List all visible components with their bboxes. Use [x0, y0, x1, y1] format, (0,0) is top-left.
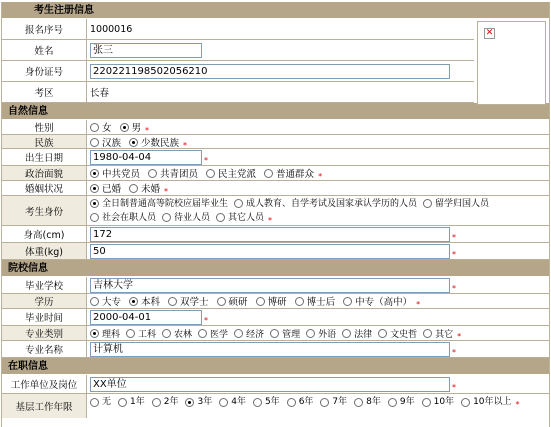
radio-icon — [90, 297, 99, 306]
years-option-10[interactable]: 10年 — [422, 396, 454, 408]
major-option-science[interactable]: 理科 — [90, 327, 120, 340]
label-name: 姓名 — [2, 40, 87, 60]
required-star: * — [452, 283, 456, 293]
required-star: * — [183, 140, 188, 150]
required-star: * — [164, 186, 169, 196]
radio-icon — [264, 169, 273, 178]
label-reg-no: 报名序号 — [2, 19, 87, 39]
row-weight — [2, 243, 549, 260]
radio-icon — [343, 297, 352, 306]
required-star: * — [452, 382, 456, 392]
radio-icon — [378, 329, 387, 338]
radio-icon — [168, 297, 177, 306]
radio-icon — [253, 398, 262, 407]
required-star: * — [515, 400, 520, 409]
row-work-years — [2, 394, 549, 418]
identity-option-other[interactable]: 其它人员 — [216, 211, 264, 225]
weight-input[interactable]: 50 — [90, 244, 450, 259]
radio-selected-icon — [90, 169, 99, 178]
major-option-management[interactable]: 管理 — [270, 327, 300, 340]
registration-form — [1, 2, 550, 427]
years-option-7[interactable]: 7年 — [320, 396, 347, 408]
radio-selected-icon — [90, 199, 99, 208]
grad-date-input[interactable]: 2000-04-01 — [90, 310, 202, 325]
row-height — [2, 226, 549, 243]
identity-option-employed[interactable]: 社会在职人员 — [90, 211, 156, 225]
identity-option-adult-edu[interactable]: 成人教育、自学考试及国家承认学历的人员 — [234, 197, 417, 211]
required-star: * — [452, 232, 456, 242]
school-input[interactable]: 吉林大学 — [90, 278, 450, 293]
row-id-no — [2, 61, 474, 82]
required-star: * — [204, 315, 208, 325]
gender-option-female[interactable]: 女 — [90, 120, 112, 134]
degree-option-bachelor[interactable]: 本科 — [129, 294, 160, 308]
label-exam-area: 考区 — [2, 82, 87, 102]
degree-option-phd[interactable]: 博研 — [256, 294, 287, 308]
section-school-info: 院校信息 — [2, 260, 549, 277]
label-gender: 性别 — [2, 120, 87, 134]
political-option-democratic[interactable]: 民主党派 — [206, 166, 256, 180]
label-degree: 学历 — [2, 294, 87, 308]
label-ethnicity: 民族 — [2, 135, 87, 148]
years-option-2[interactable]: 2年 — [152, 396, 179, 408]
marital-option-married[interactable]: 已婚 — [90, 181, 121, 195]
marital-option-single[interactable]: 未婚 — [129, 181, 160, 195]
major-option-engineering[interactable]: 工科 — [126, 327, 156, 340]
required-star: * — [145, 125, 150, 135]
radio-selected-icon — [120, 123, 129, 132]
major-option-agriculture[interactable]: 农林 — [162, 327, 192, 340]
radio-icon — [306, 329, 315, 338]
ethnicity-option-minority[interactable]: 少数民族 — [129, 135, 179, 149]
years-option-10-plus[interactable]: 10年以上 — [461, 396, 511, 408]
radio-icon — [217, 297, 226, 306]
row-ethnicity — [2, 135, 549, 149]
employer-input[interactable]: XX单位 — [90, 377, 450, 392]
radio-icon — [287, 398, 296, 407]
radio-icon — [234, 329, 243, 338]
radio-icon — [342, 329, 351, 338]
gender-option-male[interactable]: 男 — [120, 120, 142, 134]
political-option-masses[interactable]: 普通群众 — [264, 166, 314, 180]
label-birth-date: 出生日期 — [2, 149, 87, 165]
radio-icon — [216, 213, 225, 222]
years-option-6[interactable]: 6年 — [287, 396, 314, 408]
radio-icon — [270, 329, 279, 338]
radio-selected-icon — [129, 138, 138, 147]
years-option-none[interactable]: 无 — [90, 396, 111, 408]
radio-icon — [162, 213, 171, 222]
years-option-9[interactable]: 9年 — [388, 396, 415, 408]
row-marital — [2, 181, 549, 196]
radio-icon — [126, 329, 135, 338]
radio-icon — [354, 398, 363, 407]
label-height: 身高(cm) — [2, 226, 87, 242]
major-option-language[interactable]: 外语 — [306, 327, 336, 340]
years-option-3[interactable]: 3年 — [185, 396, 212, 408]
label-employer: 工作单位及岗位 — [2, 375, 87, 393]
height-input[interactable]: 172 — [90, 227, 450, 242]
political-option-league[interactable]: 共青团员 — [148, 166, 198, 180]
row-degree — [2, 294, 549, 309]
exam-area-value: 长春 — [90, 88, 110, 99]
political-option-party[interactable]: 中共党员 — [90, 166, 140, 180]
identity-option-graduate[interactable]: 全日制普通高等院校应届毕业生 — [90, 197, 228, 211]
required-star: * — [457, 331, 462, 341]
radio-icon — [423, 329, 432, 338]
radio-icon — [423, 199, 432, 208]
required-star: * — [452, 347, 456, 357]
row-school — [2, 277, 549, 294]
major-option-humanities[interactable]: 文史哲 — [378, 327, 417, 340]
radio-icon — [388, 398, 397, 407]
degree-option-double[interactable]: 双学士 — [168, 294, 209, 308]
row-major-name — [2, 341, 549, 358]
label-weight: 体重(kg) — [2, 243, 87, 259]
broken-image-icon: ✕ — [485, 28, 494, 38]
label-grad-date: 毕业时间 — [2, 309, 87, 325]
identity-option-unemployed[interactable]: 待业人员 — [162, 211, 210, 225]
reg-no-value: 1000016 — [90, 23, 133, 35]
label-political: 政治面貌 — [2, 166, 87, 180]
radio-icon — [422, 398, 431, 407]
row-name — [2, 40, 474, 61]
years-option-8[interactable]: 8年 — [354, 396, 381, 408]
section-job-info: 在职信息 — [2, 358, 549, 375]
radio-icon — [320, 398, 329, 407]
row-grad-date — [2, 309, 549, 326]
label-work-years: 基层工作年限 — [2, 394, 87, 418]
row-birth-date — [2, 149, 549, 166]
radio-icon — [162, 329, 171, 338]
radio-icon — [295, 297, 304, 306]
section-natural-info: 自然信息 — [2, 103, 549, 120]
radio-icon — [206, 169, 215, 178]
identity-option-returnee[interactable]: 留学归国人员 — [423, 197, 489, 211]
radio-icon — [118, 398, 127, 407]
radio-selected-icon — [185, 398, 194, 407]
radio-icon — [461, 398, 470, 407]
row-gender — [2, 120, 549, 135]
row-major-type — [2, 326, 549, 341]
birth-date-input[interactable]: 1980-04-04 — [90, 150, 202, 165]
required-star: * — [268, 215, 273, 225]
degree-option-junior[interactable]: 大专 — [90, 294, 121, 308]
degree-option-master[interactable]: 硕研 — [217, 294, 248, 308]
row-employer — [2, 375, 549, 394]
label-id-no: 身份证号 — [2, 61, 87, 81]
radio-icon — [129, 184, 138, 193]
photo-box — [477, 21, 546, 105]
radio-icon — [152, 398, 161, 407]
radio-icon — [256, 297, 265, 306]
major-option-medicine[interactable]: 医学 — [198, 327, 228, 340]
row-identity — [2, 196, 549, 226]
degree-option-postdoc[interactable]: 博士后 — [295, 294, 336, 308]
section-exam-info: 考生注册信息 — [2, 2, 549, 19]
radio-selected-icon — [129, 297, 138, 306]
major-name-input[interactable]: 计算机 — [90, 342, 450, 357]
required-star: * — [416, 299, 421, 309]
radio-icon — [90, 398, 99, 407]
required-star: * — [318, 171, 323, 181]
row-reg-no — [2, 19, 474, 40]
required-star: * — [204, 155, 208, 165]
years-option-1[interactable]: 1年 — [118, 396, 145, 408]
label-major-name: 专业名称 — [2, 341, 87, 357]
label-school: 毕业学校 — [2, 277, 87, 293]
id-no-input[interactable]: 220221198502056210 — [90, 64, 450, 79]
radio-icon — [198, 329, 207, 338]
major-option-law[interactable]: 法律 — [342, 327, 372, 340]
radio-icon — [148, 169, 157, 178]
ethnicity-option-han[interactable]: 汉族 — [90, 135, 121, 149]
radio-selected-icon — [90, 329, 99, 338]
radio-icon — [219, 398, 228, 407]
radio-selected-icon — [90, 184, 99, 193]
row-political — [2, 166, 549, 181]
years-option-5[interactable]: 5年 — [253, 396, 280, 408]
label-marital: 婚姻状况 — [2, 181, 87, 195]
major-option-economics[interactable]: 经济 — [234, 327, 264, 340]
name-input[interactable]: 张三 — [90, 43, 202, 58]
radio-icon — [90, 123, 99, 132]
radio-icon — [90, 138, 99, 147]
required-star: * — [452, 249, 456, 259]
years-option-4[interactable]: 4年 — [219, 396, 246, 408]
radio-icon — [90, 213, 99, 222]
major-option-other[interactable]: 其它 — [423, 327, 453, 340]
degree-option-secondary[interactable]: 中专（高中） — [343, 294, 412, 308]
label-identity: 考生身份 — [2, 196, 87, 225]
row-exam-area — [2, 82, 474, 103]
radio-icon — [234, 199, 243, 208]
label-major-type: 专业类别 — [2, 326, 87, 340]
